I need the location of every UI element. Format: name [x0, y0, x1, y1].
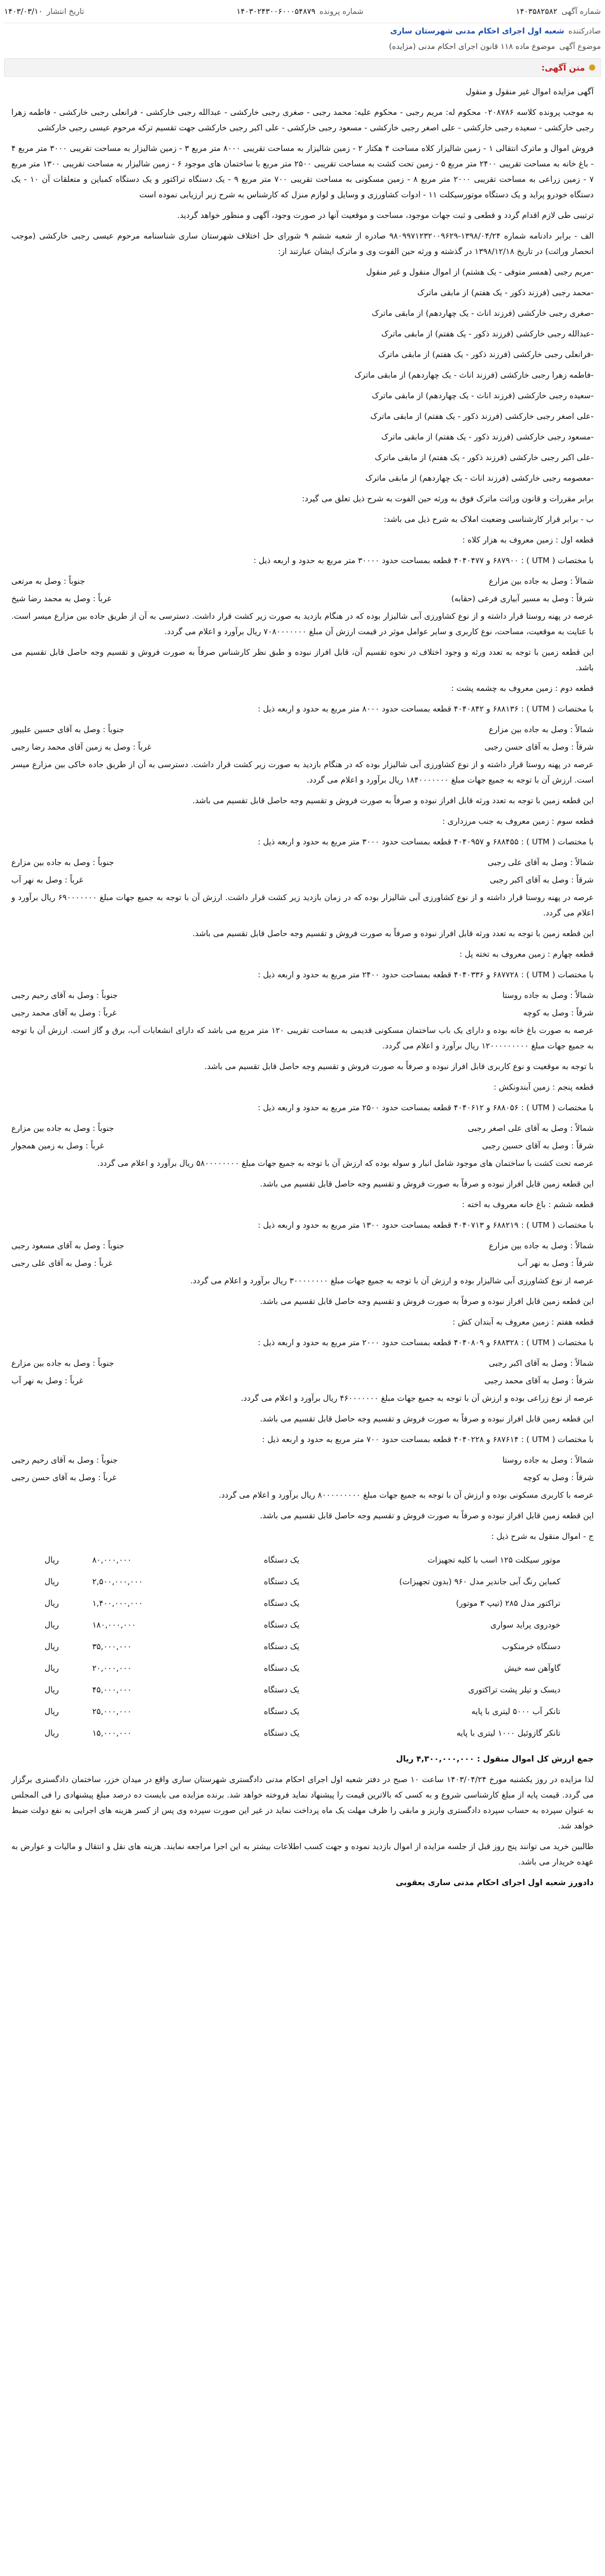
- movable-item: دستگاه خرمنکوب: [502, 1642, 561, 1651]
- plot-east: شرقاً : وصل به آقای حسن رجبی: [484, 742, 594, 752]
- movable-qty: یک دستگاه: [264, 1620, 300, 1630]
- intro-paragraph: برابر مقررات و قانون وراثت ماترک فوق به ورثه حین الفوت به شرح ذیل تعلق می گیرد:: [302, 494, 594, 503]
- plot-section: [11, 834, 594, 941]
- movables-table: [41, 1549, 565, 1744]
- plot-north: شمالاً : وصل به جاده روستا: [502, 991, 594, 1000]
- plot-title: قطعه چهارم : زمین معروف به تخته پل :: [459, 950, 594, 959]
- movable-item: تانکر آب ۵۰۰۰ لیتری با پایه: [471, 1707, 561, 1716]
- movable-qty: یک دستگاه: [264, 1685, 300, 1694]
- plot-bounds: [11, 872, 594, 888]
- movable-item: گاوآهن سه خیش: [504, 1664, 561, 1673]
- plot-north: شمالاً : وصل به جاده بین مزارع: [489, 1241, 594, 1250]
- table-row: [41, 1636, 565, 1657]
- movable-amount: ۲۵,۰۰۰,۰۰۰: [92, 1707, 132, 1716]
- issuer-label: صادرکننده: [568, 26, 601, 36]
- movable-qty: یک دستگاه: [264, 1707, 300, 1716]
- plot-section: [11, 1100, 594, 1192]
- plot-bounds: [11, 1355, 594, 1371]
- plot-bounds: [11, 591, 594, 606]
- plot-description: عرصه از نوع کشاورزی آبی شالیزار بوده و ارزش آن با توجه به جمیع جهات مبلغ ۳۰۰۰۰۰۰۰۰ ریال برآورد و اعلام می گردد.: [190, 1276, 594, 1285]
- plot-description: عرصه در پهنه روستا قرار داشته و از نوع کشاورزی آبی شالیزار بوده که در هنگام بازدید به صورت زیر کشت قرار داشت. دسترسی به آن از طریق جاده بین مزارع میسر است. با عنایت به موقعیت، مساحت، نوع کاربری و سایر عوامل موثر در قیمت ارزش آن مبلغ ۷۰۸۰۰۰۰۰۰۰ ریال برآورد و اعلام می گردد.: [11, 612, 594, 636]
- movable-item: تراکتور مدل ۲۸۵ (تیپ ۳ موتور): [456, 1599, 561, 1608]
- plot-east: شرقاً : وصل به نهر آب: [517, 1259, 594, 1268]
- plot-north: شمالاً : وصل به آقای علی اصغر رجبی: [467, 1124, 594, 1133]
- notice-body: [4, 77, 601, 1890]
- movable-qty: یک دستگاه: [264, 1555, 300, 1565]
- plot-coordinates: با مختصات ( UTM ) : ۶۸۷۷۲۸ و ۴۰۴۰۳۳۶ قطعه بمساحت حدود ۲۴۰۰ متر مربع به حدود و اربعه ذیل :: [258, 970, 594, 979]
- signature: دادورز شعبه اول اجرای احکام مدنی ساری یعقوبی: [395, 1878, 594, 1887]
- movable-amount: ۱۵,۰۰۰,۰۰۰: [92, 1728, 132, 1738]
- file-number-value: ۱۴۰۳۰۲۴۳۰۰۶۰۰۰۵۴۸۷۹: [236, 7, 316, 16]
- closing-paragraph: طالبین خرید می توانند پنج روز قبل از جلسه مزایده از اموال بازدید نموده و جهت کسب اطلاعات بیشتر به این اجرا مراجعه نمایند. هزینه های نقل و انتقال و مالیات و عوارض به عهده خریدار می باشد.: [11, 1842, 594, 1867]
- plot-north: شمالاً : وصل به آقای علی رجبی: [488, 858, 594, 867]
- plot-section: [11, 701, 594, 808]
- heir-item: -محمد رجبی (فرزند ذکور - یک هفتم) از مابقی ماترک: [417, 288, 594, 297]
- table-row: [41, 1614, 565, 1636]
- table-row: [41, 1549, 565, 1571]
- heir-item: -صغری رجبی خارکشی (فرزند اناث - یک چهاردهم) از مابقی ماترک: [372, 309, 594, 318]
- plot-coordinates: با مختصات ( UTM ) : ۶۸۸۱۳۶ و ۴۰۴۰۸۴۲ قطعه بمساحت حدود ۸۰۰۰ متر مربع به حدود و اربعه ذیل :: [258, 704, 594, 714]
- plot-note: این قطعه زمین با توجه به تعدد ورثه قابل افراز نبوده و صرفاً به صورت فروش و تقسیم وجه حاصل قابل تقسیم می باشد.: [192, 796, 594, 805]
- plot-title: قطعه اول : زمین معروف به هزار کلاه :: [462, 535, 594, 545]
- plot-bounds: [11, 573, 594, 589]
- notice-meta-bar: [4, 0, 601, 23]
- movable-qty: یک دستگاه: [264, 1728, 300, 1738]
- plot-description: عرصه با کاربری مسکونی بوده و ارزش آن با توجه به جمیع جهات مبلغ ۸۰۰۰۰۰۰۰۰۰ ریال برآورد و اعلام می گردد.: [219, 1490, 594, 1500]
- movable-amount: ۲۰,۰۰۰,۰۰۰: [92, 1664, 132, 1673]
- plot-north: شمالاً : وصل به جاده روستا: [502, 1455, 594, 1465]
- plot-bounds: [11, 722, 594, 737]
- plot-coordinates: با مختصات ( UTM ) : ۶۸۸۲۱۹ و ۴۰۴۰۷۱۳ قطعه بمساحت حدود ۱۳۰۰ متر مربع به حدود و اربعه ذیل :: [258, 1221, 594, 1230]
- plot-west: غرباً : وصل به آقای حسن رجبی: [11, 1473, 116, 1482]
- intro-title: آگهی مزایده اموال غیر منقول و منقول: [465, 87, 594, 96]
- plot-description: عرصه در پهنه روستا قرار داشته و از نوع کشاورزی آبی شالیزار بوده که در زمان بازدید زیر کشت قرار داشت. ارزش آن با توجه به جمیع جهات مبلغ ۶۹۰۰۰۰۰۰۰ ریال برآورد و اعلام می گردد.: [11, 893, 594, 918]
- heirs-list: [11, 264, 594, 486]
- plot-west: غرباً : وصل به محمد رضا شیخ: [11, 594, 111, 603]
- plot-east: شرقاً : وصل به آقای اکبر رجبی: [490, 875, 594, 885]
- plot-description: عرصه در پهنه روستا قرار داشته و از نوع کشاورزی آبی شالیزار بوده که در هنگام بازدید به صورت زیر کشت قرار داشت. دسترسی به آن از طریق جاده خاکی بین مزارع میسر است. ارزش آن با توجه به جمیع جهات مبلغ ۱۸۴۰۰۰۰۰۰۰ ریال برآورد و اعلام می گردد.: [11, 760, 594, 785]
- plot-bounds: [11, 855, 594, 870]
- movable-amount: ۳۵,۰۰۰,۰۰۰: [92, 1642, 132, 1651]
- plot-bounds: [11, 1256, 594, 1271]
- table-row: [41, 1679, 565, 1701]
- plot-south: جنوباً : وصل به آقای رحیم رجبی: [11, 991, 118, 1000]
- plot-south: جنوباً : وصل به آقای حسین علیپور: [11, 725, 124, 734]
- plot-bounds: [11, 988, 594, 1003]
- plot-coordinates: با مختصات ( UTM ) : ۶۸۸۳۲۸ و ۴۰۴۰۸۰۹ قطعه بمساحت حدود ۲۰۰۰ متر مربع به حدود و اربعه ذیل :: [258, 1338, 594, 1347]
- issuer-row: [4, 23, 601, 39]
- notice-number-value: ۱۴۰۳۵۸۲۵۸۲: [516, 7, 558, 16]
- movable-currency: ریال: [44, 1707, 59, 1716]
- plot-west: غرباً : وصل به زمین آقای محمد رضا رجبی: [11, 742, 152, 752]
- plot-north: شمالاً : وصل به جاده بین مزارع: [489, 577, 594, 586]
- plot-title: قطعه سوم : زمین معروف به جنب مرزداری :: [442, 817, 594, 826]
- plot-south: جنوباً : وصل به جاده بین مزارع: [11, 1359, 114, 1368]
- table-row: [41, 1657, 565, 1679]
- publish-date: [4, 7, 84, 16]
- movable-amount: ۸۰,۰۰۰,۰۰۰: [92, 1555, 132, 1565]
- plot-south: جنوباً : وصل به جاده بین مزارع: [11, 1124, 114, 1133]
- heir-item: -علی اکبر رجبی خارکشی (فرزند ذکور - یک هفتم) از مابقی ماترک: [375, 453, 594, 462]
- movable-amount: ۲,۵۰۰,۰۰۰,۰۰۰: [92, 1577, 143, 1586]
- plot-west: غرباً : وصل به نهر آب: [11, 875, 83, 885]
- publish-date-label: تاریخ انتشار: [46, 7, 85, 16]
- plot-east: شرقاً : وصل به مسیر آبیاری فرعی (حقابه): [451, 594, 594, 603]
- intro-paragraph: به موجب پرونده کلاسه ۰۲۰۸۷۸۶ محکوم له: مریم رجبی - محکوم علیه: محمد رجبی - صغری رجبی خارکشی - عبدالله رجبی خارکشی - فرانعلی رجبی خارکشی - فاطمه زهرا رجبی خارکشی - سعیده رجبی خارکشی - علی اصغر رجبی خارکشی - مسعود رجبی خارکشی - علی اکبر رجبی خارکشی جهت تقسیم ترکه مرحوم عیسی رجبی خارکشی: [11, 108, 594, 132]
- heir-item: -عبدالله رجبی خارکشی (فرزند ذکور - یک هفتم) از مابقی ماترک: [381, 329, 594, 338]
- movable-amount: ۱۸۰,۰۰۰,۰۰۰: [92, 1620, 136, 1630]
- movable-currency: ریال: [44, 1685, 59, 1694]
- plot-bounds: [11, 1238, 594, 1253]
- movable-item: موتور سیکلت ۱۲۵ اسب با کلیه تجهیزات: [427, 1555, 561, 1565]
- plot-coordinates: با مختصات ( UTM ) : ۶۸۸۴۵۵ و ۴۰۴۰۹۵۷ قطعه بمساحت حدود ۳۰۰۰ متر مربع به حدود و اربعه ذیل :: [258, 837, 594, 846]
- plot-note: این قطعه زمین قابل افراز نبوده و صرفاً به صورت فروش و تقسیم وجه حاصل قابل تقسیم می باشد.: [260, 1297, 594, 1306]
- movable-amount: ۴۵,۰۰۰,۰۰۰: [92, 1685, 132, 1694]
- plot-south: جنوباً : وصل به جاده بین مزارع: [11, 858, 114, 867]
- plot-description: عرصه از نوع زراعی بوده و ارزش آن با توجه به جمیع جهات مبلغ ۴۶۰۰۰۰۰۰۰ ریال برآورد و اعلام می گردد.: [241, 1394, 594, 1403]
- movable-item: کمباین رنگ آبی جاندیر مدل ۹۶۰ (بدون تجهیزات): [399, 1577, 561, 1586]
- plot-north: شمالاً : وصل به جاده بین مزارع: [489, 725, 594, 734]
- plot-coordinates: با مختصات ( UTM ) : ۶۸۸۰۵۶ و ۴۰۴۰۶۱۲ قطعه بمساحت حدود ۲۵۰۰ متر مربع به حدود و اربعه ذیل :: [258, 1103, 594, 1112]
- plot-title: قطعه دوم : زمین معروف به چشمه پشت :: [451, 684, 594, 693]
- plot-west: غرباً : وصل به آقای محمد رجبی: [11, 1008, 117, 1018]
- plot-bounds: [11, 739, 594, 755]
- movables-intro: ج - اموال منقول به شرح ذیل :: [491, 1532, 594, 1541]
- plot-note: این قطعه زمین با توجه به تعدد ورثه و وجود اختلاف در نحوه تقسیم آن، قابل افراز نبوده و طبق نظر کارشناس صرفاً به صورت فروش و تقسیم وجه حاصل قابل تقسیم می باشد.: [11, 648, 594, 672]
- plot-south: جنوباً : وصل به آقای رحیم رجبی: [11, 1455, 118, 1465]
- plot-east: شرقاً : وصل به آقای محمد رجبی: [484, 1376, 594, 1385]
- movable-qty: یک دستگاه: [264, 1577, 300, 1586]
- heir-item: -مریم رجبی (همسر متوفی - یک هشتم) از اموال منقول و غیر منقول: [366, 267, 594, 277]
- closing-paragraph: لذا مزایده در روز یکشنبه مورخ ۱۴۰۳/۰۴/۲۴ ساعت ۱۰ صبح در دفتر شعبه اول اجرای احکام مدنی دادگستری شهرستان ساری واقع در میدان خزر، ساختمان دادگستری برگزار می گردد. قیمت پایه از مبلغ کارشناسی شروع و به کسی که بالاترین قیمت را پیشنهاد نماید فروخته خواهد شد. برنده مزایده می بایست ده درصد مبلغ پیشنهادی را فی المجلس به عنوان سپرده به حساب سپرده دادگستری واریز و مابقی را ظرف مهلت یک ماه پرداخت نماید در غیر این صورت سپرده وی پس از کسر هزینه های اجرایی به نفع دولت ضبط خواهد شد.: [11, 1775, 594, 1831]
- movable-currency: ریال: [44, 1620, 59, 1630]
- table-row: [41, 1571, 565, 1592]
- heir-item: -فرانعلی رجبی خارکشی (فرزند ذکور - یک هفتم) از مابقی ماترک: [378, 350, 594, 359]
- intro-paragraph: فروش اموال و ماترک انتقالی ۱ - زمین شالیزار کلاه مساحت ۴ هکتار ۲ - زمین شالیزار به مساحت تقریبی ۸۰۰۰ متر مربع ۳ - زمین شالیزار به مساحت تقریبی ۳۰۰۰ متر مربع ۴ - باغ خانه به مساحت تقریبی ۲۴۰۰ متر مربع ۵ - زمین تحت کشت به مساحت تقریبی ۲۵۰۰ متر مربع با ساختمان های موجود ۶ - زمین شالیزار به مساحت تقریبی ۱۳۰۰ متر مربع ۷ - زمین زراعی به مساحت تقریبی ۲۰۰۰ متر مربع ۸ - زمین مسکونی به مساحت تقریبی ۷۰۰ متر مربع ۹ - یک دستگاه تراکتور و یک دستگاه کمباین و متعلقات آن ۱۰ - یک دستگاه خودرو پراید و یک دستگاه موتورسیکلت ۱۱ - ادوات کشاورزی و وسایل و لوازم منزل که کارشناس به شرح زیر ارزیابی نموده است: [11, 144, 594, 199]
- movable-currency: ریال: [44, 1664, 59, 1673]
- plot-title: قطعه هفتم : زمین معروف به آبندان کش :: [452, 1317, 594, 1327]
- movable-item: تانکر گازوئیل ۱۰۰۰ لیتری با پایه: [456, 1728, 561, 1738]
- plot-bounds: [11, 1138, 594, 1154]
- notice-text-title: متن آگهی:: [541, 62, 585, 73]
- movable-item: دیسک و تیلر پشت تراکتوری: [468, 1685, 561, 1694]
- plot-title: قطعه ششم : باغ خانه معروف به اخته :: [462, 1200, 594, 1209]
- file-number: [237, 7, 363, 16]
- movables-total: جمع ارزش کل اموال منقول : ۴,۳۰۰,۰۰۰,۰۰۰ ریال: [396, 1754, 594, 1764]
- plot-west: غرباً : وصل به نهر آب: [11, 1376, 83, 1385]
- movable-item: خودروی پراید سواری: [490, 1620, 561, 1630]
- file-number-label: شماره پرونده: [320, 7, 364, 16]
- plot-note: این قطعه زمین قابل افراز نبوده و صرفاً به صورت فروش و تقسیم وجه حاصل قابل تقسیم می باشد.: [260, 1511, 594, 1520]
- plot-east: شرقاً : وصل به کوچه: [523, 1473, 594, 1482]
- intro-paragraph: ب - برابر قرار کارشناسی وضعیت املاک به شرح ذیل می باشد:: [383, 515, 594, 524]
- plot-note: این قطعه زمین با توجه به تعدد ورثه قابل افراز نبوده و صرفاً به صورت فروش و تقسیم وجه حاصل قابل تقسیم می باشد.: [192, 929, 594, 938]
- plot-west: غرباً : وصل به آقای علی رجبی: [11, 1259, 113, 1268]
- table-row: [41, 1592, 565, 1614]
- plot-section: [11, 1432, 594, 1523]
- movable-qty: یک دستگاه: [264, 1642, 300, 1651]
- issuer-value: شعبه اول اجرای احکام مدنی شهرستان ساری: [390, 26, 564, 36]
- movable-currency: ریال: [44, 1728, 59, 1738]
- heir-item: -سعیده رجبی خارکشی (فرزند اناث - یک چهاردهم) از مابقی ماترک: [372, 391, 594, 400]
- plot-bounds: [11, 1470, 594, 1485]
- heir-item: -علی اصغر رجبی خارکشی (فرزند ذکور - یک هفتم) از مابقی ماترک: [370, 412, 594, 421]
- plot-east: شرقاً : وصل به کوچه: [523, 1008, 594, 1018]
- plot-coordinates: با مختصات ( UTM ) : ۶۸۷۶۱۴ و ۴۰۴۰۲۲۸ قطعه بمساحت حدود ۷۰۰ متر مربع به حدود و اربعه ذیل :: [262, 1435, 594, 1444]
- plot-bounds: [11, 1121, 594, 1136]
- heir-item: -فاطمه زهرا رجبی خارکشی (فرزند اناث - یک چهاردهم) از مابقی ماترک: [354, 370, 594, 380]
- plot-section: [11, 967, 594, 1074]
- subject-value: موضوع ماده ۱۱۸ قانون اجرای احکام مدنی (مزایده): [389, 42, 556, 51]
- movable-currency: ریال: [44, 1599, 59, 1608]
- notice-text-header: [4, 58, 601, 77]
- subject-label: موضوع آگهی: [559, 42, 601, 51]
- heir-item: -معصومه رجبی خارکشی (فرزند اناث - یک چهاردهم) از مابقی ماترک: [365, 473, 594, 483]
- notice-number-label: شماره آگهی: [561, 7, 601, 16]
- plot-east: شرقاً : وصل به آقای حسین رجبی: [482, 1141, 594, 1150]
- plot-section: [11, 1335, 594, 1427]
- intro-paragraph: الف - برابر دادنامه شماره ۱۳۹۸/۰۴/۲۴-۹۸۰۹۹۷۱۲۳۲۰۰۹۶۲۹ صادره از شعبه ششم ۹ شورای حل اختلاف شهرستان ساری شناسنامه مرحوم عیسی رجبی خارکشی (موجب انحصار وراثت) در تاریخ ۱۳۹۸/۱۲/۱۸ در گذشته و ورثه حین الفوت وی و ماترک ایشان عبارتند از:: [11, 231, 594, 256]
- movable-currency: ریال: [44, 1555, 59, 1565]
- movable-qty: یک دستگاه: [264, 1664, 300, 1673]
- plot-description: عرصه به صورت باغ خانه بوده و دارای یک باب ساختمان مسکونی قدیمی به مساحت تقریبی ۱۲۰ متر مربع می باشد که دارای انشعابات آب، برق و گاز است. ارزش آن با توجه به جمیع جهات مبلغ ۱۲۰۰۰۰۰۰۰۰۰ ریال برآورد و اعلام می گردد.: [11, 1026, 594, 1050]
- movable-amount: ۱,۴۰۰,۰۰۰,۰۰۰: [92, 1599, 143, 1608]
- plot-south: جنوباً : وصل به مرتعی: [11, 577, 85, 586]
- heir-item: -مسعود رجبی خارکشی (فرزند ذکور - یک هفتم) از مابقی ماترک: [381, 432, 594, 442]
- table-row: [41, 1701, 565, 1722]
- plot-note: این قطعه زمین قابل افراز نبوده و صرفاً به صورت فروش و تقسیم وجه حاصل قابل تقسیم می باشد.: [260, 1179, 594, 1189]
- plot-bounds: [11, 1005, 594, 1021]
- notice-number: [516, 7, 601, 16]
- plot-south: جنوباً : وصل به آقای مسعود رجبی: [11, 1241, 124, 1250]
- plot-section: [11, 1217, 594, 1309]
- plot-north: شمالاً : وصل به آقای اکبر رجبی: [489, 1359, 594, 1368]
- plot-west: غرباً : وصل به زمین همجوار: [11, 1141, 104, 1150]
- movable-currency: ریال: [44, 1577, 59, 1586]
- plot-bounds: [11, 1373, 594, 1388]
- movable-currency: ریال: [44, 1642, 59, 1651]
- publish-date-value: ۱۴۰۳/۰۳/۱۰: [4, 7, 43, 16]
- bullet-icon: [589, 64, 595, 71]
- plot-section: [11, 553, 594, 675]
- plot-note: این قطعه زمین قابل افراز نبوده و صرفاً به صورت فروش و تقسیم وجه حاصل قابل تقسیم می باشد.: [260, 1414, 594, 1423]
- plot-bounds: [11, 1452, 594, 1468]
- table-row: [41, 1722, 565, 1744]
- plot-coordinates: با مختصات ( UTM ) : ۶۸۷۹۰۰ و ۴۰۴۰۴۷۷ قطعه بمساحت حدود ۳۰۰۰۰ متر مربع به حدود و اربعه ذیل :: [253, 556, 594, 565]
- movable-qty: یک دستگاه: [264, 1599, 300, 1608]
- plot-title: قطعه پنجم : زمین آبندونکش :: [493, 1082, 594, 1092]
- subject-row: [4, 39, 601, 54]
- plot-note: با توجه به موقعیت و نوع کاربری قابل افراز نبوده و صرفاً به صورت فروش و تقسیم وجه حاصل قابل تقسیم می باشد.: [204, 1062, 594, 1071]
- plot-description: عرصه تحت کشت با ساختمان های موجود شامل انبار و سوله بوده که ارزش آن با توجه به جمیع جهات مبلغ ۵۸۰۰۰۰۰۰۰۰ ریال برآورد و اعلام می گردد.: [97, 1159, 594, 1168]
- intro-paragraph: ترتیبی طی لازم اقدام گردد و قطعی و ثبت جهات موجود، مساحت و موقعیت آنها در صورت وجود، آگهی و منظور خواهد گردید.: [177, 211, 594, 220]
